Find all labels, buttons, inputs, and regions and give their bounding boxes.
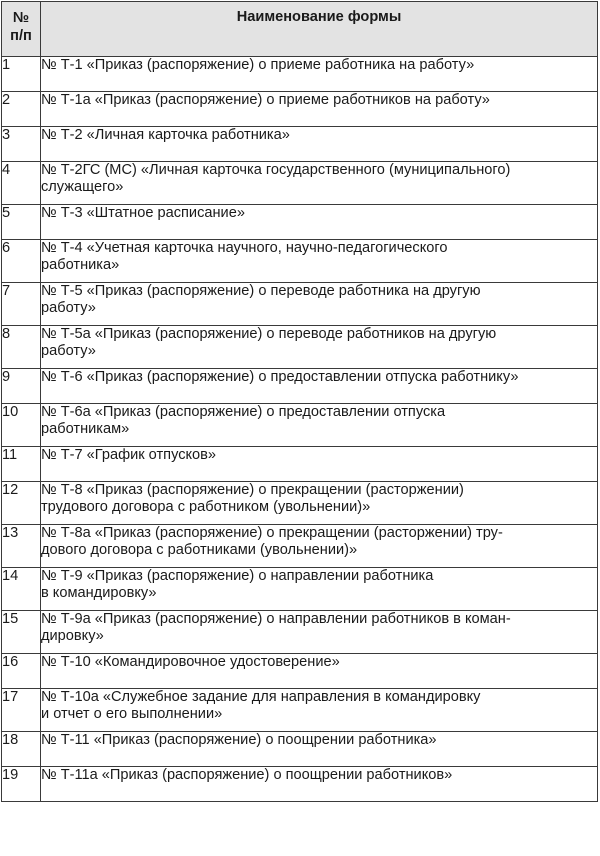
header-row <box>2 2 598 57</box>
form-name-line: № Т-10а «Служебное задание для направления в командировку <box>41 689 481 705</box>
table-row <box>2 326 598 369</box>
form-name-line: № Т-1а «Приказ (распоряжение) о приеме работников на работу» <box>41 92 490 108</box>
row-form-name <box>41 162 598 205</box>
row-number: 14 <box>2 568 41 611</box>
form-name-line: № Т-5 «Приказ (распоряжение) о переводе работника на другую <box>41 283 481 299</box>
form-name-line: № Т-6 «Приказ (распоряжение) о предоставлении отпуска работнику» <box>41 369 519 385</box>
form-name-line: № Т-1 «Приказ (распоряжение) о приеме работника на работу» <box>41 57 475 73</box>
row-number: 17 <box>2 689 41 732</box>
row-form-name <box>41 240 598 283</box>
row-number: 12 <box>2 482 41 525</box>
row-number: 5 <box>2 205 41 240</box>
row-form-name <box>41 404 598 447</box>
table-row <box>2 57 598 92</box>
form-name-line: трудового договора с работником (увольнении)» <box>41 499 371 515</box>
row-number: 16 <box>2 654 41 689</box>
row-form-name <box>41 369 598 404</box>
form-name-line: дировку» <box>41 628 104 644</box>
table-row <box>2 283 598 326</box>
row-number: 8 <box>2 326 41 369</box>
row-number: 19 <box>2 767 41 802</box>
row-form-name <box>41 482 598 525</box>
table-row <box>2 404 598 447</box>
row-form-name <box>41 689 598 732</box>
table-row <box>2 240 598 283</box>
row-number: 11 <box>2 447 41 482</box>
form-name-line: работника» <box>41 257 120 273</box>
form-name-line: № Т-7 «График отпусков» <box>41 447 217 463</box>
row-number: 9 <box>2 369 41 404</box>
form-name-line: № Т-6а «Приказ (распоряжение) о предоставлении отпуска <box>41 404 446 420</box>
table-row <box>2 732 598 767</box>
table-row <box>2 525 598 568</box>
row-form-name <box>41 525 598 568</box>
row-form-name <box>41 127 598 162</box>
row-number: 4 <box>2 162 41 205</box>
table-row <box>2 689 598 732</box>
row-number: 7 <box>2 283 41 326</box>
row-form-name <box>41 568 598 611</box>
form-name-line: дового договора с работниками (увольнении)» <box>41 542 358 558</box>
row-form-name <box>41 92 598 127</box>
header-number-line1: № <box>12 10 30 26</box>
form-name-line: № Т-2 «Личная карточка работника» <box>41 127 290 143</box>
form-name-line: № Т-2ГС (МС) «Личная карточка государственного (муниципального) <box>41 162 511 178</box>
row-number: 2 <box>2 92 41 127</box>
table-header <box>2 2 598 57</box>
header-name-cell <box>41 2 598 57</box>
form-name-line: № Т-10 «Командировочное удостоверение» <box>41 654 340 670</box>
table-row <box>2 767 598 802</box>
table-row <box>2 205 598 240</box>
table-row <box>2 611 598 654</box>
row-form-name <box>41 767 598 802</box>
form-name-line: № Т-11а «Приказ (распоряжение) о поощрении работников» <box>41 767 453 783</box>
header-name-label: Наименование формы <box>236 9 402 25</box>
form-name-line: в командировку» <box>41 585 157 601</box>
row-number: 18 <box>2 732 41 767</box>
row-form-name <box>41 326 598 369</box>
table-body <box>2 57 598 802</box>
table-row <box>2 654 598 689</box>
form-name-line: № Т-5а «Приказ (распоряжение) о переводе работников на другую <box>41 326 497 342</box>
form-name-line: № Т-9 «Приказ (распоряжение) о направлении работника <box>41 568 434 584</box>
row-number: 3 <box>2 127 41 162</box>
table-row <box>2 568 598 611</box>
header-number-line2: п/п <box>10 28 32 44</box>
forms-table <box>1 1 598 802</box>
row-form-name <box>41 57 598 92</box>
row-number: 10 <box>2 404 41 447</box>
table-row <box>2 369 598 404</box>
row-form-name <box>41 205 598 240</box>
row-number: 1 <box>2 57 41 92</box>
row-form-name <box>41 283 598 326</box>
form-name-line: № Т-3 «Штатное расписание» <box>41 205 245 221</box>
form-name-line: № Т-4 «Учетная карточка научного, научно-педагогического <box>41 240 448 256</box>
header-number-cell <box>2 2 41 57</box>
form-name-line: и отчет о его выполнении» <box>41 706 223 722</box>
table-row <box>2 482 598 525</box>
row-form-name <box>41 447 598 482</box>
form-name-line: работу» <box>41 300 96 316</box>
form-name-line: служащего» <box>41 179 124 195</box>
row-number: 6 <box>2 240 41 283</box>
table-row <box>2 92 598 127</box>
table-row <box>2 447 598 482</box>
row-form-name <box>41 654 598 689</box>
form-name-line: № Т-8а «Приказ (распоряжение) о прекращении (расторжении) тру- <box>41 525 503 541</box>
form-name-line: работникам» <box>41 421 130 437</box>
row-number: 15 <box>2 611 41 654</box>
row-form-name <box>41 732 598 767</box>
form-name-line: № Т-9а «Приказ (распоряжение) о направлении работников в коман- <box>41 611 511 627</box>
form-name-line: № Т-11 «Приказ (распоряжение) о поощрении работника» <box>41 732 437 748</box>
form-name-line: № Т-8 «Приказ (распоряжение) о прекращении (расторжении) <box>41 482 464 498</box>
table-row <box>2 127 598 162</box>
form-name-line: работу» <box>41 343 96 359</box>
row-form-name <box>41 611 598 654</box>
row-number: 13 <box>2 525 41 568</box>
table-row <box>2 162 598 205</box>
